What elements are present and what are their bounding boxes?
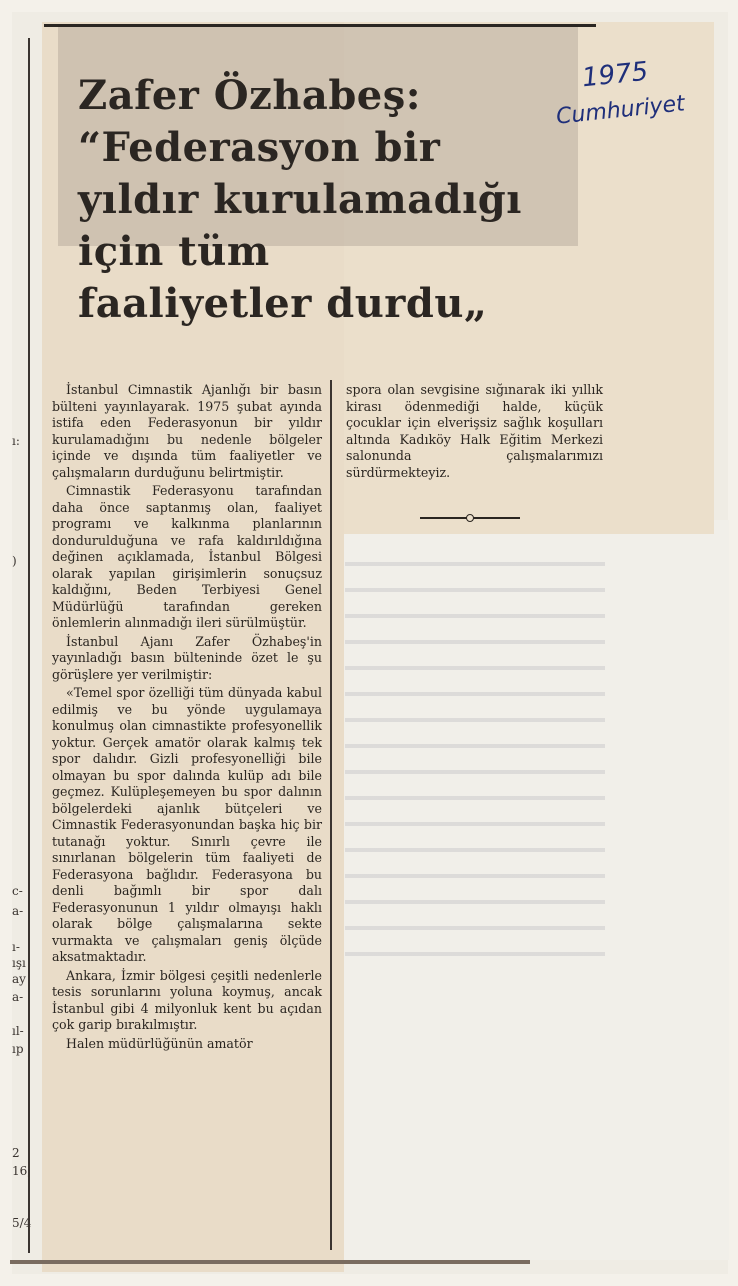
headline-line: yıldır kurulamadığı <box>78 176 522 223</box>
bottom-rule <box>10 1260 530 1264</box>
headline <box>78 70 598 330</box>
margin-fragment: 5/4 <box>12 1216 32 1230</box>
handwritten-year: 1975 <box>580 56 650 94</box>
headline-line: Zafer Özhabeş: <box>78 72 422 119</box>
headline-line: için tüm <box>78 228 270 275</box>
paragraph: İstanbul Ajanı Zafer Özhabeş'in yayınladığı basın bülteninde özet le şu görüşlere yer verilmiştir: <box>52 633 322 682</box>
column-divider <box>330 380 332 1250</box>
margin-fragment: ıp <box>12 1042 24 1056</box>
article-right-column <box>346 382 603 483</box>
paragraph: Ankara, İzmir bölgesi çeşitli nedenlerle tesis sorunlarını yoluna koymuş, ancak İstanbul gibi 4 milyonluk kent bu açıdan çok garip bırakılmıştır. <box>52 967 322 1032</box>
margin-fragment: 2 <box>12 1146 20 1160</box>
margin-fragment: ay <box>12 972 26 986</box>
handwritten-source: Cumhuriyet <box>555 91 686 130</box>
article-left-column <box>52 382 322 1054</box>
margin-fragment: a- <box>12 990 24 1004</box>
margin-fragment: ıl- <box>12 1024 24 1038</box>
article-end-mark <box>420 517 520 519</box>
margin-fragment: a- <box>12 904 24 918</box>
top-rule <box>44 24 596 27</box>
margin-fragment: c- <box>12 884 23 898</box>
headline-line: “Federasyon bir <box>78 124 441 171</box>
headline-line: faaliyetler durdu„ <box>78 280 488 327</box>
paragraph: İstanbul Cimnastik Ajanlığı bir basın bülteni yayınlayarak. 1975 şubat ayında istifa eden Federasyonun bir yıldır kurulamadığını bu nedenle bölgeler içinde ve dışında tüm faaliyetler ve çalışmaların durduğunu belirtmiştir. <box>52 382 322 480</box>
margin-fragment: ışı <box>12 956 26 970</box>
paragraph: Cimnastik Federasyonu tarafından daha önce saptanmış olan, faaliyet programı ve kalkınma planlarının dondurulduğuna ve rafa kaldırıldığına değinen açıklamada, İstanbul Bölgesi olarak yapılan girişimlerin sonuçsuz kaldığını, Beden Terbiyesi Genel Müdürlüğü tarafından gereken önlemlerin alınmadığı ileri sürülmüştür. <box>52 483 322 630</box>
left-column-rule <box>28 38 30 1253</box>
margin-fragment: ) <box>12 554 17 568</box>
margin-fragment: 16, <box>12 1164 32 1178</box>
paragraph: spora olan sevgisine sığınarak iki yıllık kirası ödenmediği halde, küçük çocuklar için elverişsiz sağlık koşulları altında Kadıköy Halk Eğitim Merkezi salonunda çalışmalarımızı sürdürmekteyiz. <box>346 382 603 480</box>
paragraph: Halen müdürlüğünün amatör <box>66 1035 253 1051</box>
bleed-through-lines <box>345 540 605 960</box>
margin-fragment: ı: <box>12 434 20 448</box>
paragraph: «Temel spor özelliği tüm dünyada kabul edilmiş ve bu yönde uygulamaya konulmuş olan cimnastikte profesyonellik yoktur. Gerçek amatör olarak kalmış tek spor dalıdır. Gizli profesyonelliği bile olmayan bu spor dalında kulüp adı bile geçmez. Kulüpleşemeyen bu spor dalının bölgelerdeki ajanlık bütçeleri ve Cimnastik Federasyonundan başka hiç bir tutanağı yoktur. Sınırlı çevre ile sınırlanan bölgelerin tüm faaliyeti de Federasyona bağlıdır. Federasyona bu denli bağımlı bir spor dalı Federasyonunun 1 yıldır olmayışı haklı olarak bölge çalışmalarına sekte vurmakta ve çalışmaları geniş ölçüde aksatmaktadır. <box>52 685 322 964</box>
margin-fragment: ı- <box>12 940 20 954</box>
